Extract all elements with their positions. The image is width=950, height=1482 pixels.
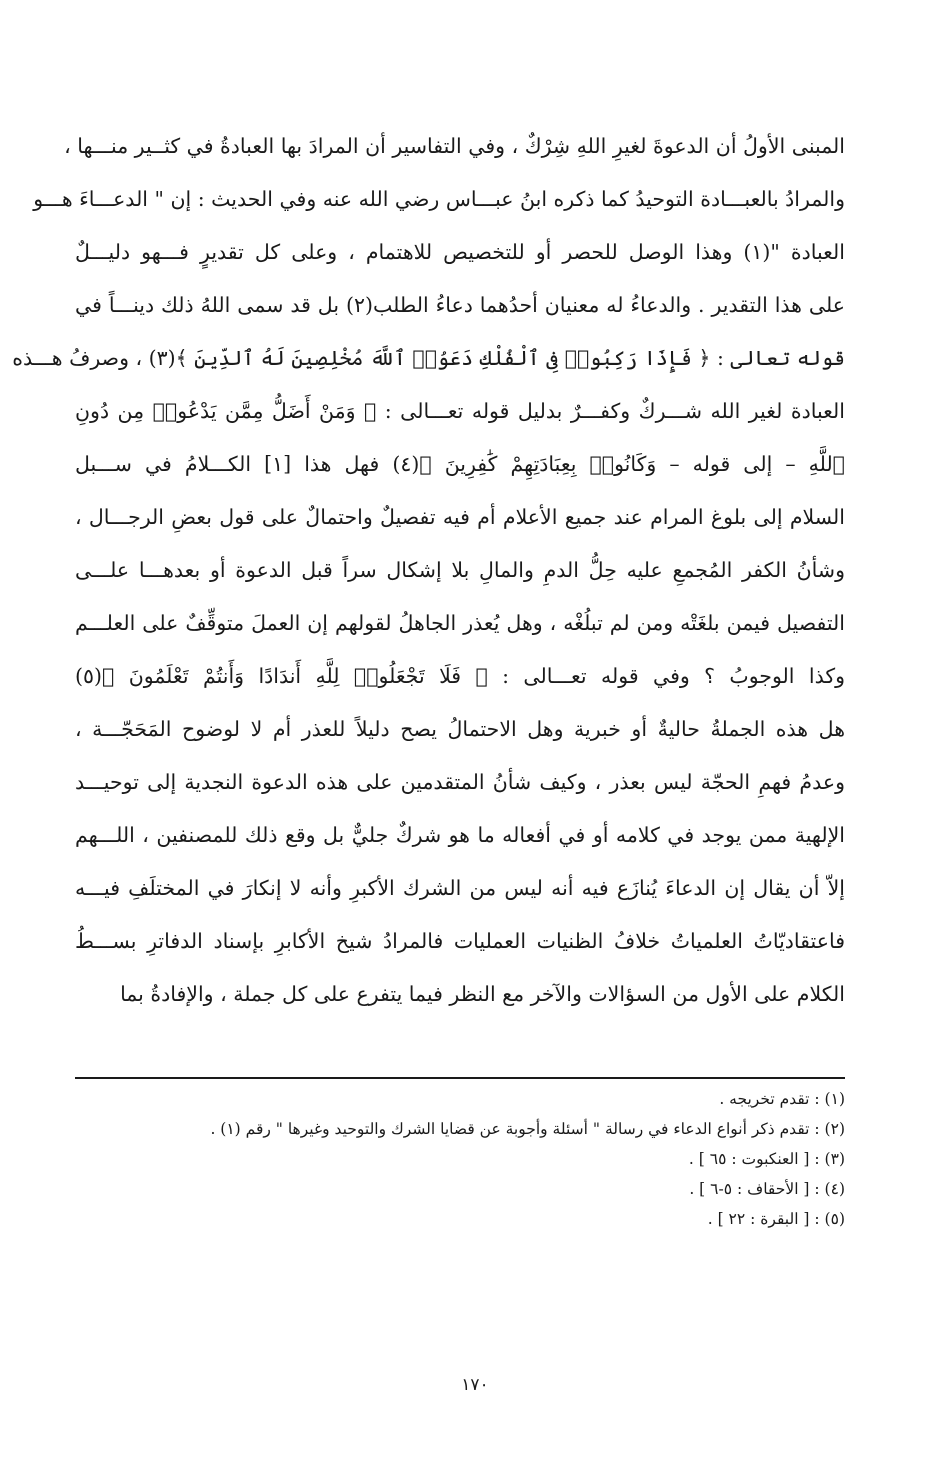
body-line: وعدمُ فهمِ الحجّة ليس بعذر ، وكيف شأنُ المتقدمين على هذه الدعوة النجدية إلى توحيـــد (75, 770, 845, 794)
body-line: الإلهية ممن يوجد في كلامه أو في أفعاله ما هو شركٌ جليٌّ بل وقع ذلك للمصنفين ، اللـــهم (75, 823, 845, 847)
footnotes (75, 1084, 845, 1234)
body-line: السلام إلى بلوغ المرام عند جميع الأعلام أم فيه تفصيلٌ واحتمالٌ على قول بعضِ الرجـــال ، (75, 505, 845, 529)
body-line: التفصيل فيمن بلغَتْه ومن لم تبلُغْه ، وهل يُعذر الجاهلُ لقولهم إن العملَ متوقِّفٌ على العلـــم (75, 611, 845, 635)
body-line: قوله تعالى : ﴿ فَإِذَا رَكِبُوا۟ فِى ٱلْفُلْكِ دَعَوُا۟ ٱللَّهَ مُخْلِصِينَ لَهُ ٱلدِّينَ ﴾(٣) ، وصرفُ هـــذه (12, 346, 845, 370)
body-line: الكلام على الأول من السؤالات والآخر مع النظر فيما يتفرع على كل جملة ، والإفادةُ بما (120, 982, 845, 1006)
footnote: (٣) : [ العنكبوت : ٦٥ ] . (688, 1150, 845, 1168)
footnote: (٢) : تقدم ذكر أنواع الدعاء في رسالة " أسئلة وأجوبة عن قضايا الشرك والتوحيد وغيرها " رقم (١) . (210, 1120, 845, 1138)
body-line: وكذا الوجوبُ ؟ وفي قوله تعـــالى : ﴿ فَلَا تَجْعَلُوا۟ لِلَّهِ أَندَادًا وَأَنتُمْ تَعْلَمُونَ ﴾(٥) (75, 664, 845, 688)
body-line: المبنى الأولُ أن الدعوةَ لغيرِ اللهِ شِرْكٌ ، وفي التفاسير أن المرادَ بها العبادةُ في كثــير منـــها ، (64, 134, 845, 158)
body-text (12, 120, 846, 1021)
body-line: العبادة لغير الله شـــركٌ وكفـــرٌ بدليل قوله تعـــالى : ﴿ وَمَنْ أَضَلُّ مِمَّن يَدْعُوا۟ مِن دُونِ (75, 399, 845, 423)
body-line: والمرادُ بالعبـــادة التوحيدُ كما ذكره ابنُ عبـــاس رضي الله عنه وفي الحديث : إن " الدعـــاءَ هـــو (33, 187, 845, 211)
body-line: إلاّ أن يقال إن الدعاءَ يُنازَع فيه أنه ليس من الشرك الأكبرِ وأنه لا إنكارَ في المختلَفِ فيـــه (75, 876, 845, 900)
body-line: على هذا التقدير . والدعاءُ له معنيان أحدُهما دعاءُ الطلب(٢) بل قد سمى اللهُ ذلك دينـــاً في (75, 293, 846, 317)
body-line: هل هذه الجملةُ حاليةٌ أو خبرية وهل الاحتمالُ يصح دليلاً للعذر أم لا لوضوح المَحَجّـــة ، (75, 717, 845, 741)
body-line: ٱللَّهِ – إلى قوله – وَكَانُوا۟ بِعِبَادَتِهِمْ كَٰفِرِينَ ﴾(٤) فهل هذا [١] الكـــلامُ في ســـبل (75, 452, 845, 476)
footnote: (٤) : [ الأحقاف : ٥-٦ ] . (689, 1180, 845, 1198)
footnote: (١) : تقدم تخريجه . (719, 1090, 845, 1108)
body-line: العبادة "(١) وهذا الوصل للحصر أو للتخصيص للاهتمام ، وعلى كل تقديرٍ فـــهو دليـــلٌ (75, 240, 845, 264)
body-line: وشأنُ الكفر المُجمعِ عليه حِلُّ الدمِ والمالِ بلا إشكال سراً قبل الدعوة أو بعدهـــا علـــى (75, 558, 845, 582)
body-line: فاعتقاديّاتُ العلمياتُ خلافُ الظنيات العمليات فالمرادُ شيخ الأكابرِ بإسناد الدفاترِ بســـطُ (75, 929, 845, 953)
footnote: (٥) : [ البقرة : ٢٢ ] . (707, 1210, 845, 1228)
footnote-divider (75, 1077, 845, 1079)
page-number: ١٧٠ (461, 1375, 489, 1395)
